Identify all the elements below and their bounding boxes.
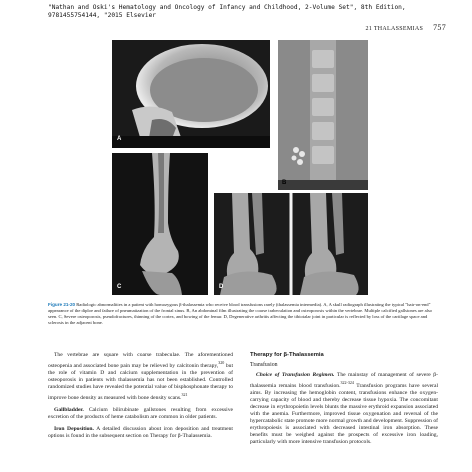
running-head [366, 23, 446, 32]
figure-c-femur-radiograph [112, 153, 208, 295]
iron-heading: Iron Deposition. [54, 425, 94, 432]
figure-label-b: B [282, 180, 287, 186]
right-column [250, 352, 438, 451]
citation-sup-2: 321 [181, 391, 188, 397]
figure-d-ankle-radiographs [214, 193, 368, 295]
vertebrae-paragraph [48, 352, 233, 402]
figure-caption [48, 302, 438, 326]
citation-line-1: "Nathan and Oski's Hematology and Oncology of Infancy and Childhood, 2-Volume Set", 8th Edition, [48, 4, 406, 11]
subsection-heading: Transfusion [250, 362, 278, 368]
figure-b-abdominal-film [278, 40, 368, 190]
figure-label-c: C [117, 284, 122, 290]
caption-text: Radiologic abnormalities in a patient with homozygous β-thalassemia who receive blood transfusions rarely (thalassemia intermedia). A, A skull radiograph illustrating the typical "hair-on-end" appearance of the diploe and failure of pneumatization of the frontal sinus. B, An abdominal film illustrating the coarse trabeculation and osteoporosis within the vertebrae. Multiple calcified gallstones are also seen. C, Severe osteoporosis, pseudofractures, thinning of the cortex, and bowing of the femur. D, Degenerative arthritis affecting the tibiotalar joint in particular is reflected by loss of the cartilage space and sclerosis in the adjacent bone. [48, 302, 432, 325]
vertebrae-text-cont: but the role of vitamin D and calcium supplementation in the prevention of osteoporosis in patients with thalassemia has not been established. Controlled randomized studies have revealed the potential value of bisphosphonate therapy to improve bone density as measured with bone density scans. [48, 362, 234, 401]
figure-number: Figure 21-20 [48, 302, 76, 307]
chapter-title: 21 THALASSEMIAS [365, 26, 424, 32]
gallbladder-heading: Gallbladder. [54, 406, 84, 413]
figure-label-a: A [117, 136, 122, 142]
left-column [48, 352, 233, 445]
transfusion-text-cont: Transfusion programs have several aims. By increasing the hemoglobin content, transfusions enhance the oxygen-carrying capacity of blood and thereby decrease tissue hypoxia. The concomitant decrease in erythropoietin levels blunts the massive erythroid expansion associated with the anemia. Furthermore, improved tissue oxygenation and reversal of the hypercatabolic state promote more normal growth and development. Suppression of erythropoiesis is associated with decreased intestinal iron absorption. These benefits must be weighed against the prospects of excessive iron loading, particularly with more intensive transfusion protocols. [250, 382, 439, 445]
citation-sup: 320 [218, 360, 225, 365]
iron-paragraph [48, 426, 233, 440]
book-citation-header [48, 4, 428, 20]
transfusion-sup: 322-324 [340, 380, 354, 385]
gallbladder-paragraph [48, 407, 233, 421]
figure-label-d: D [219, 284, 224, 290]
citation-line-2: 9781455754144, "2015 Elsevier [48, 12, 157, 19]
iron-text: A detailed discussion about iron deposition and treatment options is found in the subsequent section on Therapy for β-Thalassemia. [48, 425, 233, 439]
figure-a-skull-radiograph [112, 40, 270, 148]
vertebrae-text: The vertebrae are square with coarse trabeculae. The aforementioned osteopenia and associated bone pain may be relieved by calcitonin therapy, [48, 352, 233, 369]
transfusion-paragraph [250, 372, 438, 446]
section-heading: Therapy for β-Thalassemia [250, 352, 324, 358]
transfusion-lead: Choice of Transfusion Regimen. [256, 372, 335, 378]
page-number: 757 [433, 23, 446, 32]
gallbladder-text: Calcium bilirubinate gallstones resulting from excessive excretion of the products of heme catabolism are common in older patients. [48, 406, 233, 420]
transfusion-text: The mainstay of management of severe β-thalassemia remains blood transfusion. [250, 372, 438, 389]
